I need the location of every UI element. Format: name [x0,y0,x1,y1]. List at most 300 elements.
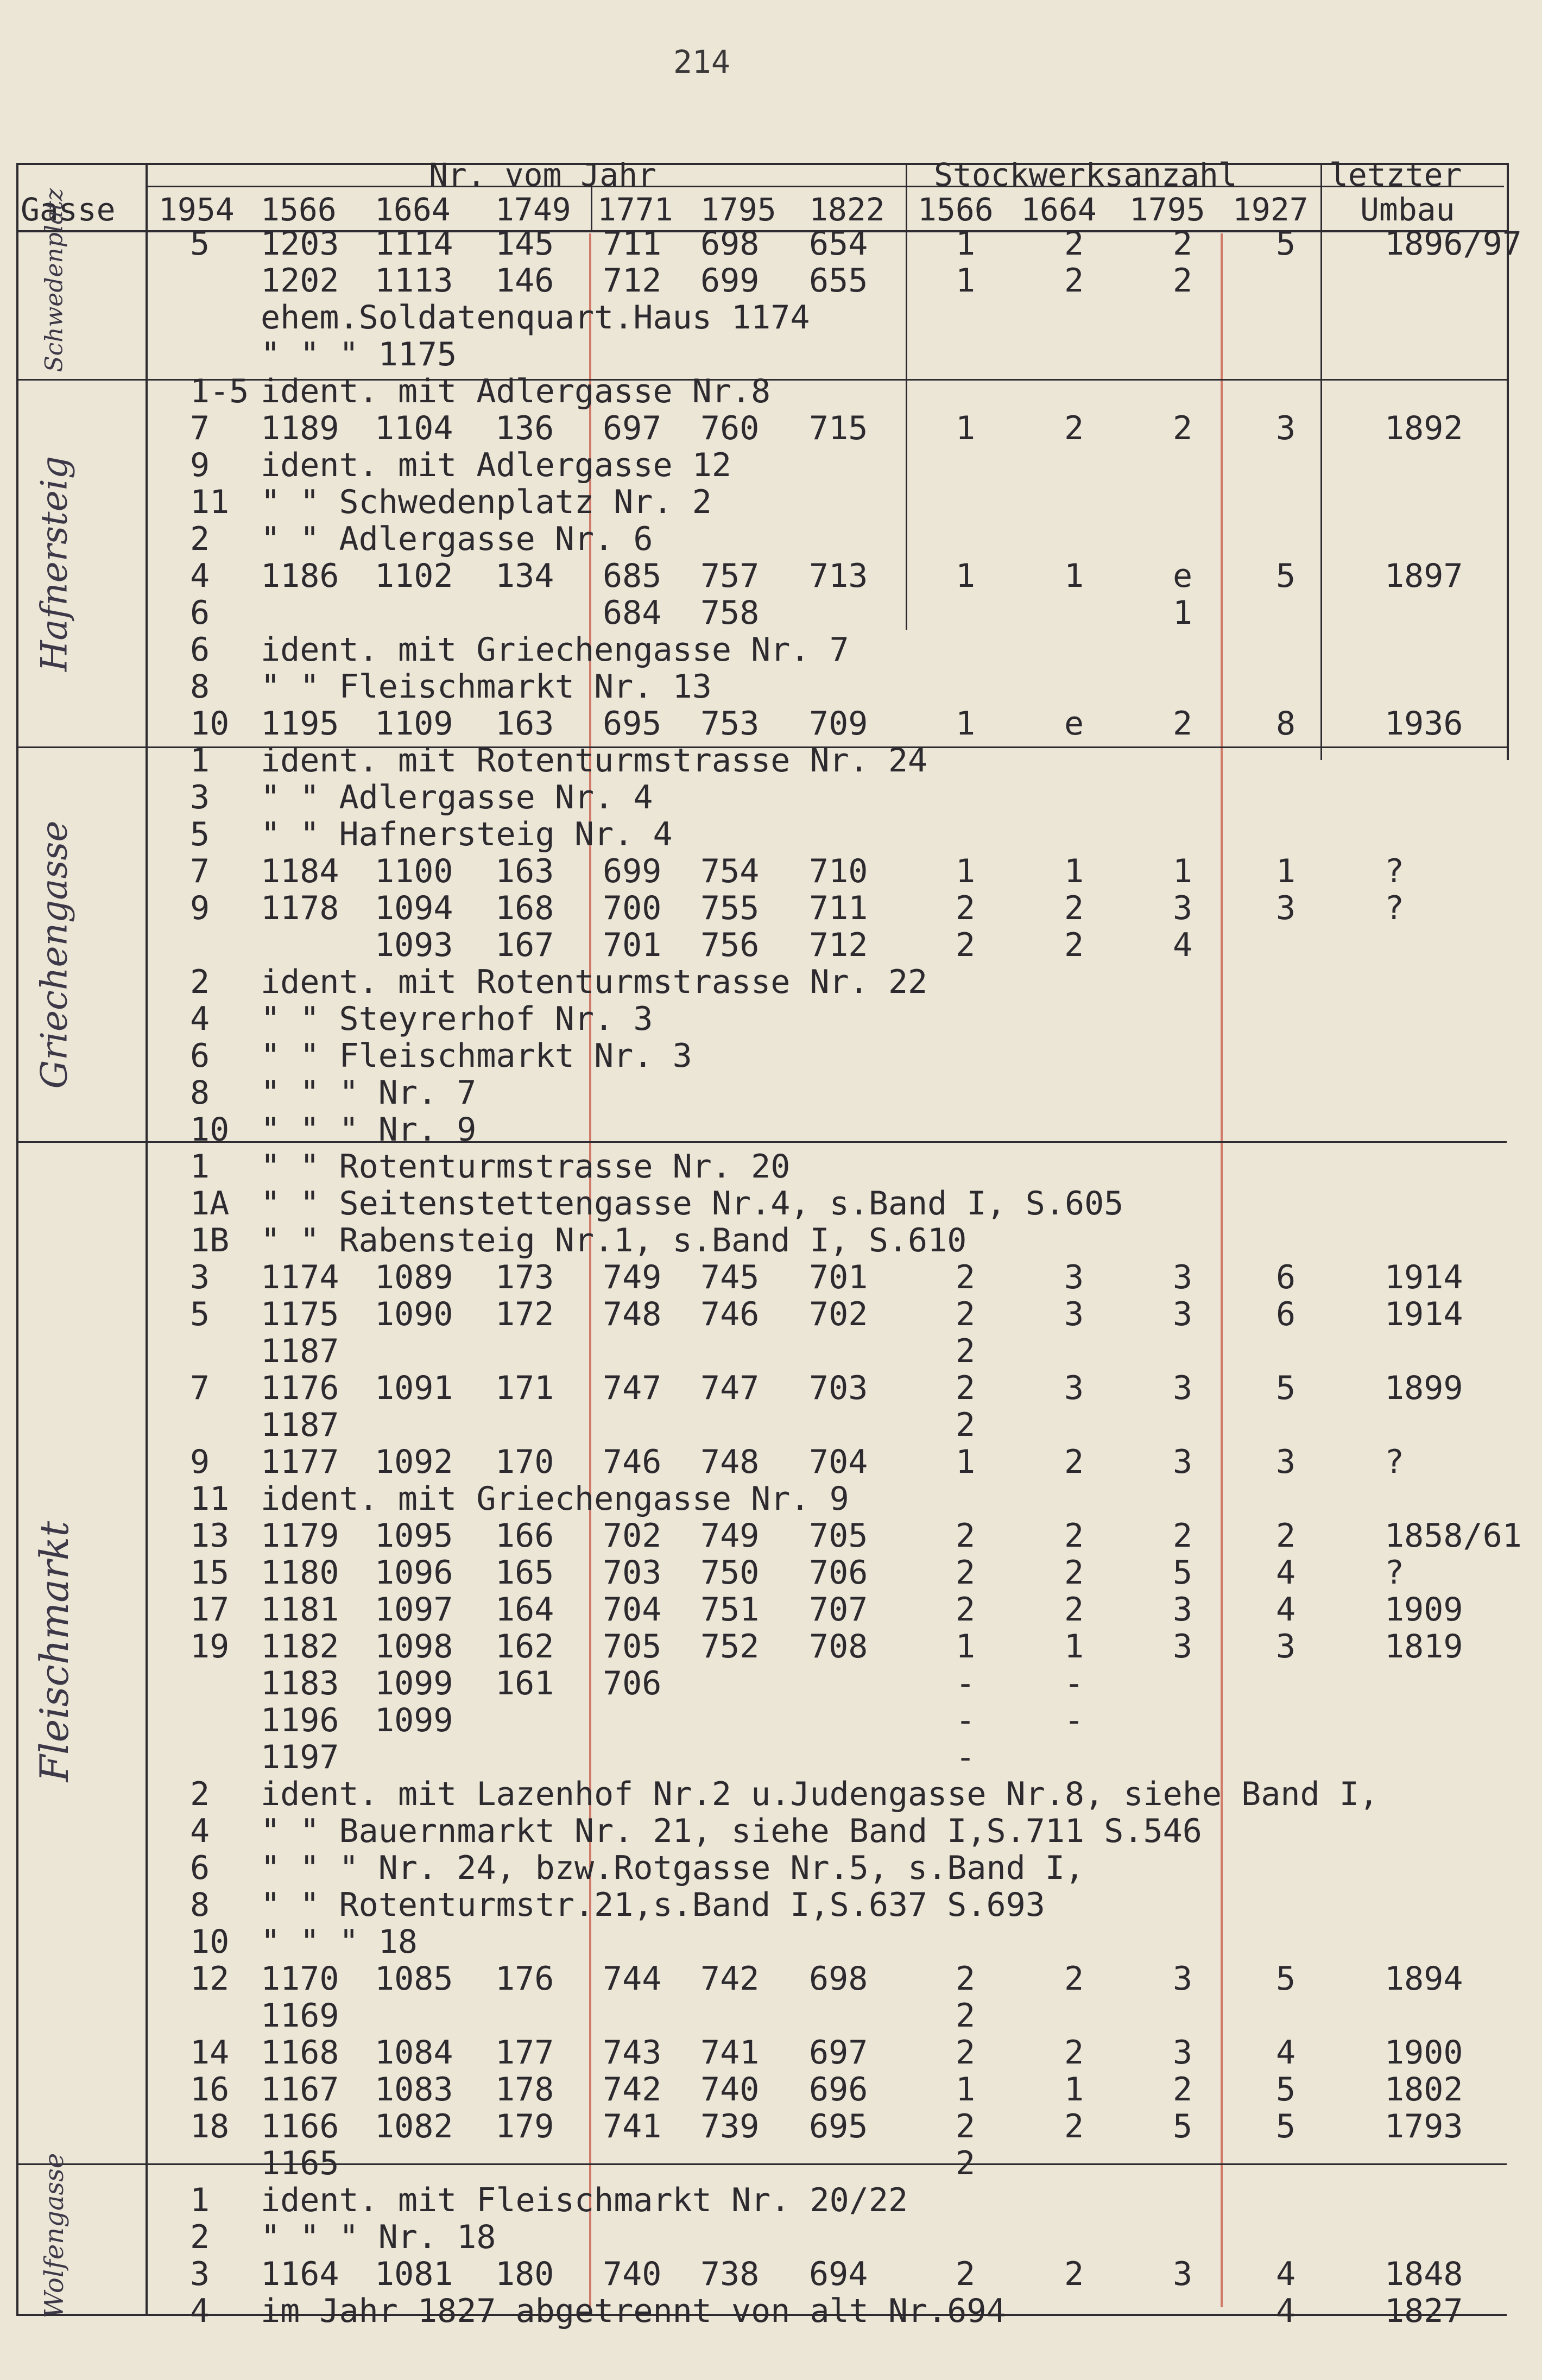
house-number: 1-5 [190,372,249,410]
house-number: 9 [190,889,210,927]
table-row [0,927,1542,964]
year-number: 1100 [375,852,453,890]
row-note: " " " Nr. 18 [261,2218,496,2256]
storey-count: 3 [1064,1295,1084,1333]
house-number: 8 [190,1886,210,1924]
year-number: 145 [495,225,554,263]
storey-count: 2 [956,1960,976,1998]
house-number: 5 [190,225,210,263]
year-number: 704 [603,1591,662,1629]
year-number: 173 [495,1258,554,1296]
year-number: 171 [495,1369,554,1407]
year-number: 1093 [375,926,453,964]
storey-count: 2 [1064,1554,1084,1592]
house-number: 12 [190,1960,230,1998]
storey-count: 3 [1173,889,1193,927]
house-number: 18 [190,2107,230,2145]
storey-count: 2 [1173,705,1193,743]
header-year: 1566 [261,191,337,228]
house-number: 19 [190,1628,230,1666]
storey-count: 4 [1276,2034,1296,2072]
year-number: 1178 [261,889,339,927]
year-number: 1095 [375,1517,453,1555]
house-number: 4 [190,2292,210,2330]
house-number: 1A [190,1185,230,1223]
year-number: 703 [603,1554,662,1592]
table-row [0,2219,1542,2256]
house-number: 2 [190,520,210,558]
table-row [0,1628,1542,1665]
year-number: 756 [700,926,760,964]
year-number: 654 [809,225,868,263]
storey-count: - [956,1738,976,1776]
storey-count: 2 [1064,225,1084,263]
year-number: 163 [495,705,554,743]
year-number: 1098 [375,1628,453,1666]
rebuild-year: 1914 [1385,1258,1463,1296]
year-number: 170 [495,1443,554,1481]
year-number: 162 [495,1628,554,1666]
storey-count: 2 [956,1332,976,1370]
year-number: 1166 [261,2107,339,2145]
storey-count: 2 [956,1997,976,2035]
table-row [0,2034,1542,2071]
storey-count: 2 [956,1258,976,1296]
year-number: 1114 [375,225,453,263]
house-number: 3 [190,1258,210,1296]
storey-count: - [1064,1701,1084,1739]
table-row [0,816,1542,853]
year-number: 1181 [261,1591,339,1629]
year-number: 1164 [261,2255,339,2293]
house-number: 1B [190,1221,230,1259]
row-note: ident. mit Rotenturmstrasse Nr. 22 [261,963,928,1001]
rebuild-year: 1894 [1385,1960,1463,1998]
street-name-hafnersteig: Hafnersteig [33,455,75,672]
year-number: 1168 [261,2034,339,2072]
year-number: 701 [809,1258,868,1296]
house-number: 6 [190,1849,210,1887]
storey-count: 3 [1173,2255,1193,2293]
year-number: 746 [603,1443,662,1481]
storey-count: 2 [1064,262,1084,300]
storey-count: 2 [1064,1443,1084,1481]
table-row [0,853,1542,890]
storey-count: 1 [956,225,976,263]
storey-count: 5 [1173,2107,1193,2145]
table-row [0,1887,1542,1923]
storey-count: 3 [1173,1628,1193,1666]
row-note: ident. mit Adlergasse 12 [261,446,731,484]
storey-count: 5 [1173,1554,1193,1592]
year-number: 1176 [261,1369,339,1407]
year-number: 708 [809,1628,868,1666]
year-number: 702 [603,1517,662,1555]
table-row [0,225,1542,262]
house-number: 2 [190,2218,210,2256]
year-number: 1165 [261,2144,339,2182]
storey-count: 1 [956,1443,976,1481]
row-note: ident. mit Rotenturmstrasse Nr. 24 [261,742,928,780]
row-note: " " " 18 [261,1923,418,1961]
storey-count: 2 [956,2034,976,2072]
year-number: 172 [495,1295,554,1333]
house-number: 8 [190,668,210,706]
storey-count: 2 [956,2144,976,2182]
house-number: 10 [190,705,230,743]
year-number: 715 [809,409,868,447]
header-stock-year: 1795 [1129,191,1205,228]
year-number: 695 [603,705,662,743]
year-number: 752 [700,1628,760,1666]
year-number: 747 [700,1369,760,1407]
storey-count: 4 [1276,2292,1296,2330]
year-number: 710 [809,852,868,890]
house-number: 6 [190,631,210,669]
rebuild-year: 1848 [1385,2255,1463,2293]
house-number: 4 [190,557,210,595]
storey-count: 2 [956,1295,976,1333]
year-number: 685 [603,557,662,595]
year-number: 180 [495,2255,554,2293]
storey-count: 3 [1173,1295,1193,1333]
house-number: 7 [190,852,210,890]
storey-count: 4 [1276,1591,1296,1629]
year-number: 1104 [375,409,453,447]
year-number: 755 [700,889,760,927]
year-number: 1179 [261,1517,339,1555]
storey-count: 2 [1064,1960,1084,1998]
storey-count: 4 [1276,2255,1296,2293]
year-number: 698 [700,225,760,263]
header-year: 1771 [597,191,673,228]
rebuild-year: 1900 [1385,2034,1463,2072]
storey-count: 2 [956,1591,976,1629]
rebuild-year: 1914 [1385,1295,1463,1333]
header-stock-year: 1664 [1021,191,1097,228]
row-note: " " " Nr. 9 [261,1111,477,1149]
row-note: im Jahr 1827 abgetrennt von alt Nr.694 [261,2292,1006,2330]
table-row [0,410,1542,447]
table-row [0,1259,1542,1296]
year-number: 750 [700,1554,760,1592]
year-number: 178 [495,2071,554,2109]
row-note: " " Bauernmarkt Nr. 21, siehe Band I,S.711 S.546 [261,1812,1202,1850]
year-number: 1182 [261,1628,339,1666]
storey-count: 3 [1276,1443,1296,1481]
year-number: 1203 [261,225,339,263]
storey-count: 2 [1173,225,1193,263]
rebuild-year: 1909 [1385,1591,1463,1629]
table-row [0,558,1542,594]
year-number: 1099 [375,1701,453,1739]
house-number: 16 [190,2071,230,2109]
year-number: 1097 [375,1591,453,1629]
header-nr-vom-jahr: Nr. vom Jahr [429,156,657,193]
storey-count: - [1064,1664,1084,1702]
table-row [0,1111,1542,1148]
year-number: 713 [809,557,868,595]
table-row [0,2182,1542,2219]
house-number: 9 [190,446,210,484]
storey-count: 2 [1064,2255,1084,2293]
year-number: 698 [809,1960,868,1998]
year-number: 166 [495,1517,554,1555]
storey-count: 2 [1276,1517,1296,1555]
storey-count: 1 [956,409,976,447]
year-number: 1197 [261,1738,339,1776]
rebuild-year: 1802 [1385,2071,1463,2109]
year-number: 738 [700,2255,760,2293]
header-mid-rule [147,186,1504,187]
row-note: ident. mit Lazenhof Nr.2 u.Judengasse Nr.8, siehe Band I, [261,1775,1379,1813]
year-number: 705 [603,1628,662,1666]
house-number: 2 [190,963,210,1001]
house-number: 5 [190,815,210,853]
row-note: " " Fleischmarkt Nr. 13 [261,668,712,706]
rebuild-year: 1793 [1385,2107,1463,2145]
storey-count: 5 [1276,225,1296,263]
year-number: 161 [495,1664,554,1702]
row-note: " " Steyrerhof Nr. 3 [261,1000,653,1038]
storey-count: 1 [1064,852,1084,890]
rebuild-year: 1897 [1385,557,1463,595]
table-row [0,2071,1542,2108]
table-row [0,1074,1542,1111]
year-number: 712 [809,926,868,964]
table-row [0,2256,1542,2293]
year-number: 1196 [261,1701,339,1739]
house-number: 1 [190,742,210,780]
table-row [0,484,1542,521]
year-number: 697 [603,409,662,447]
house-number: 7 [190,409,210,447]
year-number: 760 [700,409,760,447]
year-number: 740 [700,2071,760,2109]
year-number: 179 [495,2107,554,2145]
year-number: 747 [603,1369,662,1407]
year-number: 1089 [375,1258,453,1296]
year-number: 695 [809,2107,868,2145]
year-number: 711 [603,225,662,263]
table-row [0,1554,1542,1591]
table-row [0,1517,1542,1554]
row-note: ident. mit Fleischmarkt Nr. 20/22 [261,2181,908,2219]
table-row [0,1702,1542,1739]
year-number: 1174 [261,1258,339,1296]
year-number: 1186 [261,557,339,595]
street-name-schwedenplatz: Schwedenplatz [40,188,68,372]
year-number: 699 [700,262,760,300]
storey-count: 2 [956,1554,976,1592]
header-stock-year: 1566 [918,191,994,228]
row-note: " " Schwedenplatz Nr. 2 [261,483,712,521]
table-row [0,1185,1542,1222]
storey-count: 1 [956,557,976,595]
table-row [0,1148,1542,1185]
house-number: 17 [190,1591,230,1629]
storey-count: 2 [1064,926,1084,964]
year-number: 748 [603,1295,662,1333]
year-number: 164 [495,1591,554,1629]
storey-count: 1 [956,2071,976,2109]
year-number: 1175 [261,1295,339,1333]
year-number: 696 [809,2071,868,2109]
storey-count: 3 [1276,889,1296,927]
year-number: 739 [700,2107,760,2145]
storey-count: 5 [1276,557,1296,595]
year-number: 1170 [261,1960,339,1998]
year-number: 1102 [375,557,453,595]
house-number: 10 [190,1111,230,1149]
street-name-griechengasse: Griechengasse [33,820,75,1089]
table-row [0,521,1542,558]
house-number: 8 [190,1074,210,1112]
year-number: 742 [700,1960,760,1998]
table-row [0,1370,1542,1407]
house-number: 1 [190,2181,210,2219]
storey-count: 1 [956,262,976,300]
table-row [0,1444,1542,1480]
storey-count: 3 [1173,2034,1193,2072]
storey-count: 6 [1276,1258,1296,1296]
table-row [0,447,1542,484]
year-number: 749 [700,1517,760,1555]
table-row [0,1813,1542,1850]
header-year: 1749 [495,191,571,228]
table-row [0,1296,1542,1333]
storey-count: e [1173,557,1193,595]
year-number: 165 [495,1554,554,1592]
storey-count: 2 [1064,889,1084,927]
year-number: 697 [809,2034,868,2072]
table-row [0,668,1542,705]
street-name-fleischmarkt: Fleischmarkt [31,1521,77,1782]
table-row [0,1665,1542,1702]
storey-count: 1 [956,1628,976,1666]
table-row [0,2108,1542,2145]
year-number: 757 [700,557,760,595]
year-number: 1090 [375,1295,453,1333]
rebuild-year: ? [1385,852,1405,890]
house-number: 3 [190,778,210,816]
storey-count: 3 [1276,409,1296,447]
table-row [0,1850,1542,1887]
year-number: 1094 [375,889,453,927]
house-number: 3 [190,2255,210,2293]
year-number: 1189 [261,409,339,447]
row-note: " " Seitenstettengasse Nr.4, s.Band I, S.605 [261,1185,1124,1223]
row-note: " " Rotenturmstr.21,s.Band I,S.637 S.693 [261,1886,1045,1924]
year-number: 711 [809,889,868,927]
table-row [0,299,1542,336]
table-row [0,890,1542,927]
storey-count: 2 [1064,1591,1084,1629]
year-number: 702 [809,1295,868,1333]
year-number: 701 [603,926,662,964]
row-note: " " " Nr. 7 [261,1074,477,1112]
storey-count: 1 [1064,2071,1084,2109]
table-row [0,336,1542,373]
table-top-rule [16,163,1507,165]
storey-count: - [956,1664,976,1702]
year-number: 694 [809,2255,868,2293]
storey-count: 2 [1064,2107,1084,2145]
year-number: 742 [603,2071,662,2109]
storey-count: 5 [1276,2107,1296,2145]
storey-count: 2 [956,2255,976,2293]
row-note: " " Rabensteig Nr.1, s.Band I, S.610 [261,1221,967,1259]
year-number: 746 [700,1295,760,1333]
storey-count: 3 [1064,1258,1084,1296]
table-row [0,1333,1542,1370]
house-number: 14 [190,2034,230,2072]
table-row [0,705,1542,742]
rebuild-year: 1827 [1385,2292,1463,2330]
storey-count: 3 [1173,1369,1193,1407]
rebuild-year: ? [1385,1554,1405,1592]
house-number: 6 [190,594,210,632]
year-number: 1083 [375,2071,453,2109]
header-stockwerksanzahl: Stockwerksanzahl [934,156,1237,193]
rebuild-year: 1819 [1385,1628,1463,1666]
year-number: 1177 [261,1443,339,1481]
storey-count: 4 [1276,1554,1296,1592]
house-number: 13 [190,1517,230,1555]
year-number: 1113 [375,262,453,300]
year-number: 1099 [375,1664,453,1702]
table-row [0,1480,1542,1517]
row-note: " " " Nr. 24, bzw.Rotgasse Nr.5, s.Band I, [261,1849,1085,1887]
year-number: 1180 [261,1554,339,1592]
table-row [0,779,1542,816]
storey-count: 1 [1064,1628,1084,1666]
house-number: 4 [190,1812,210,1850]
storey-count: 3 [1276,1628,1296,1666]
storey-count: 2 [956,1517,976,1555]
year-number: 1187 [261,1332,339,1370]
storey-count: 2 [1173,2071,1193,2109]
header-year: 1954 [159,191,235,228]
year-number: 706 [809,1554,868,1592]
table-row [0,1222,1542,1259]
table-row [0,2145,1542,2182]
year-number: 758 [700,594,760,632]
rebuild-year: 1936 [1385,705,1463,743]
year-number: 753 [700,705,760,743]
header-year: 1795 [700,191,776,228]
house-number: 11 [190,1480,230,1518]
row-note: ident. mit Adlergasse Nr.8 [261,372,771,410]
year-number: 1109 [375,705,453,743]
row-note: " " Hafnersteig Nr. 4 [261,815,673,853]
table-row [0,1776,1542,1813]
storey-count: 2 [956,1369,976,1407]
year-number: 163 [495,852,554,890]
storey-count: 1 [1064,557,1084,595]
table-row [0,742,1542,779]
storey-count: 1 [1173,594,1193,632]
table-row [0,1997,1542,2034]
table-row [0,1037,1542,1074]
page-number: 214 [673,43,730,80]
year-number: 740 [603,2255,662,2293]
row-note: ident. mit Griechengasse Nr. 7 [261,631,849,669]
storey-count: 4 [1173,926,1193,964]
row-note: ehem.Soldatenquart.Haus 1174 [261,299,810,337]
year-number: 1096 [375,1554,453,1592]
year-number: 744 [603,1960,662,1998]
